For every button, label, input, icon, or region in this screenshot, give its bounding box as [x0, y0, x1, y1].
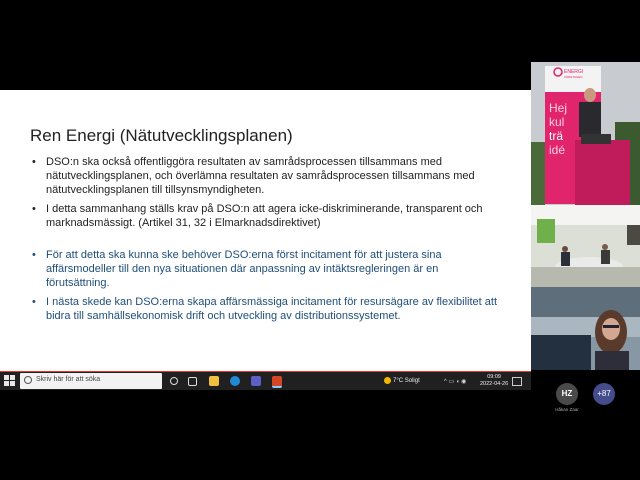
- system-tray-icons[interactable]: ^ ▭ ◖ ◉: [444, 379, 467, 385]
- search-placeholder: Skriv här för att söka: [36, 376, 101, 383]
- weather-text: 7°C Soligt: [393, 378, 420, 385]
- taskbar-search-box[interactable]: [20, 373, 162, 389]
- bullet-item: • I nästa skede kan DSO:erna skapa affärsmässiga incitament för resursägare av flexibilitet att bidra till samhällsekonomisk drift och utveckling av distributionssystemet.: [32, 295, 502, 323]
- speaker-video-frame: [531, 62, 640, 205]
- participant-video-speaker[interactable]: [531, 62, 640, 205]
- bullet-item: • DSO:n ska också offentliggöra resultaten av samrådsprocessen tillsammans med nätutvecklingsplanen, och överlämna resultaten av samrådsprocessen tillsammans med nätutvecklingsplanen till tillsynsmyndigheten.: [32, 155, 502, 197]
- edge-icon[interactable]: [230, 376, 240, 386]
- svg-text:kul: kul: [549, 115, 565, 129]
- more-participants-button[interactable]: +87: [593, 383, 615, 405]
- participant-name: Håkan Zaar: [555, 407, 579, 412]
- taskbar: [0, 372, 531, 390]
- logo-text: ENERGI: [564, 69, 584, 75]
- slide-bullets: [32, 155, 502, 328]
- file-explorer-icon[interactable]: [209, 376, 219, 386]
- svg-text:Hej: Hej: [549, 101, 568, 115]
- clock-date: 2022-04-26: [480, 381, 509, 387]
- slide-title: Ren Energi (Nätutvecklingsplanen): [30, 126, 293, 145]
- notification-icon[interactable]: [512, 377, 522, 386]
- svg-text:idé: idé: [549, 143, 566, 157]
- task-view-icon[interactable]: [188, 377, 197, 386]
- presentation-slide: [0, 90, 531, 372]
- powerpoint-icon[interactable]: [272, 376, 282, 388]
- clock-time: 09:09: [487, 374, 501, 380]
- svg-text:FÖRETAGEN: FÖRETAGEN: [564, 75, 583, 79]
- weather-widget[interactable]: [384, 377, 420, 384]
- participant-video-woman[interactable]: [531, 287, 640, 370]
- bullet-item: • I detta sammanhang ställs krav på DSO:n att agera icke-diskriminerande, transparent och marknadsmässigt. (Artikel 31, 32 i Elmarknadsdirektivet): [32, 202, 502, 230]
- svg-text:trä: trä: [549, 129, 564, 143]
- participant-video-room[interactable]: [531, 205, 640, 287]
- search-icon: [24, 376, 32, 384]
- system-clock[interactable]: [480, 374, 508, 388]
- windows-start-icon[interactable]: [4, 375, 16, 387]
- bullet-item: • För att detta ska kunna ske behöver DSO:erna först incitament för att justera sina affärsmodeller till den nya situationen där anpassning av intäktsregleringen är en förutsättning.: [32, 248, 502, 290]
- teams-icon[interactable]: [251, 376, 261, 386]
- sun-icon: [384, 377, 391, 384]
- cortana-icon[interactable]: [170, 377, 178, 385]
- participant-avatar[interactable]: HZ: [556, 383, 578, 405]
